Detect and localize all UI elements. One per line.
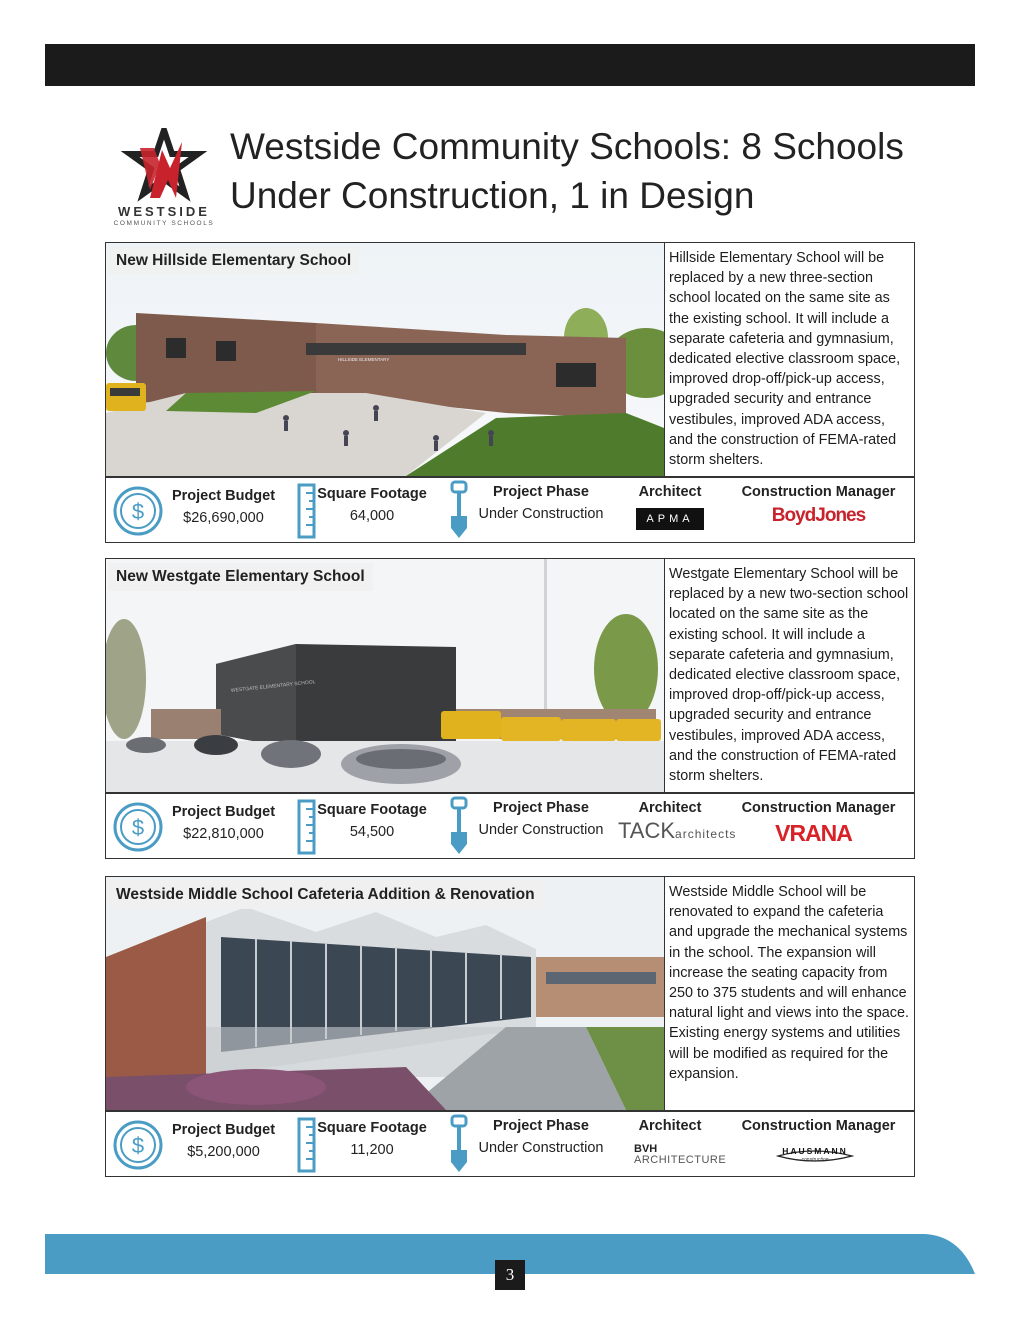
title-line-2: Under Construction, 1 in Design (230, 175, 755, 216)
sqft-label: Square Footage (317, 1120, 427, 1136)
cm-label: Construction Manager (741, 1118, 896, 1134)
budget-stat (166, 488, 281, 526)
phase-label: Project Phase (493, 484, 589, 500)
westgate-rendering (106, 559, 664, 792)
shovel-icon (448, 1114, 470, 1174)
project-name: New Westgate Elementary School (108, 563, 373, 591)
budget-value: $22,810,000 (183, 826, 264, 842)
phase-stat (471, 1118, 611, 1156)
phase-value: Under Construction (478, 1140, 604, 1156)
cm-stat (736, 800, 901, 816)
project-name: New Hillside Elementary School (108, 247, 359, 275)
hausmann-logo (774, 1146, 856, 1163)
sqft-value: 64,000 (349, 508, 395, 524)
project-stats (105, 1111, 915, 1177)
page-number: 3 (495, 1260, 525, 1290)
building-sign: WESTGATE ELEMENTARY SCHOOL (230, 679, 316, 694)
shovel-icon (448, 480, 470, 540)
hausmann-logo-main: HAUSMANN (782, 1146, 848, 1156)
westside-logo (110, 128, 218, 230)
architect-stat (626, 800, 714, 816)
apma-logo: APMA (636, 508, 704, 530)
bvh-logo-main: BVH (634, 1143, 658, 1155)
budget-value: $5,200,000 (187, 1144, 260, 1160)
bvh-logo-sub: ARCHITECTURE (634, 1154, 727, 1166)
sqft-stat (313, 802, 431, 840)
logo-subtitle: COMMUNITY SCHOOLS (113, 220, 215, 227)
tack-architects-logo (618, 818, 743, 844)
sqft-label: Square Footage (317, 486, 427, 502)
rendering-image (106, 877, 664, 1110)
phase-label: Project Phase (493, 800, 589, 816)
title-line-1: Westside Community Schools: 8 Schools (230, 126, 904, 167)
page-title (230, 122, 930, 220)
svg-text:$: $ (131, 499, 145, 524)
phase-label: Project Phase (493, 1118, 589, 1134)
top-bar (45, 44, 975, 86)
dollar-icon (112, 1119, 164, 1171)
architect-label: Architect (638, 484, 702, 500)
project-hero (105, 242, 915, 477)
budget-label: Project Budget (171, 1122, 276, 1138)
project-description: Westside Middle School will be renovated to expand the cafeteria and upgrade the mechanical systems in the school. The expansion will increase the seating capacity from 250 to 375 students and will enhance natural light and views into the space. Existing energy systems and utilities will be modified as required for the expansion. (664, 877, 914, 1110)
sqft-label: Square Footage (317, 802, 427, 818)
architect-stat (626, 1118, 714, 1134)
project-card-hillside (105, 242, 915, 543)
cm-stat (736, 484, 901, 500)
project-stats (105, 477, 915, 543)
project-hero (105, 876, 915, 1111)
project-name: Westside Middle School Cafeteria Addition & Renovation (108, 881, 543, 909)
westside-middle-rendering (106, 877, 664, 1110)
sqft-stat (313, 486, 431, 524)
sqft-value: 54,500 (349, 824, 395, 840)
svg-text:$: $ (131, 815, 145, 840)
phase-stat (471, 800, 611, 838)
logo-wordmark: WESTSIDE (118, 204, 210, 219)
project-card-westgate (105, 558, 915, 859)
project-stats (105, 793, 915, 859)
rendering-image (106, 559, 664, 792)
star-logo-icon (110, 128, 218, 206)
boyd-jones-logo: BoydJones (771, 505, 866, 526)
tack-logo-main: TACK (618, 818, 676, 843)
hillside-rendering (106, 243, 664, 476)
project-description: Westgate Elementary School will be replaced by a new two-section school located on the same site as the existing school. It will include a separate cafeteria and gymnasium, dedicated elective classroom space, improved drop-off/pick-up access, upgraded security and entrance vestibules, improved ADA access, and the construction of FEMA-rated storm shelters. (664, 559, 914, 792)
bvh-architecture-logo (634, 1143, 727, 1166)
phase-stat (471, 484, 611, 522)
svg-text:$: $ (131, 1133, 145, 1158)
vrana-logo: VRANA (775, 820, 852, 846)
budget-stat (166, 804, 281, 842)
shovel-icon (448, 796, 470, 856)
architect-label: Architect (638, 800, 702, 816)
cm-label: Construction Manager (741, 800, 896, 816)
budget-label: Project Budget (171, 488, 276, 504)
rendering-image (106, 243, 664, 476)
sqft-value: 11,200 (350, 1142, 394, 1158)
sqft-stat (313, 1120, 431, 1158)
dollar-icon (112, 801, 164, 853)
cm-label: Construction Manager (741, 484, 896, 500)
project-hero (105, 558, 915, 793)
hausmann-logo-sub: construction (801, 1157, 829, 1163)
phase-value: Under Construction (478, 506, 604, 522)
tack-logo-sub: architects (675, 827, 737, 841)
architect-label: Architect (638, 1118, 702, 1134)
budget-value: $26,690,000 (183, 510, 264, 526)
budget-stat (166, 1122, 281, 1160)
cm-stat (736, 1118, 901, 1134)
phase-value: Under Construction (478, 822, 604, 838)
budget-label: Project Budget (171, 804, 276, 820)
building-sign: HILLSIDE ELEMENTARY (338, 357, 390, 362)
dollar-icon (112, 485, 164, 537)
project-card-westside-middle (105, 876, 915, 1177)
architect-stat (626, 484, 714, 500)
project-description: Hillside Elementary School will be replaced by a new three-section school located on the same site as the existing school. It will include a separate cafeteria and gymnasium, dedicated elective classroom space, improved drop-off/pick-up access, upgraded security and entrance vestibules, improved ADA access, and the construction of FEMA-rated storm shelters. (664, 243, 914, 476)
